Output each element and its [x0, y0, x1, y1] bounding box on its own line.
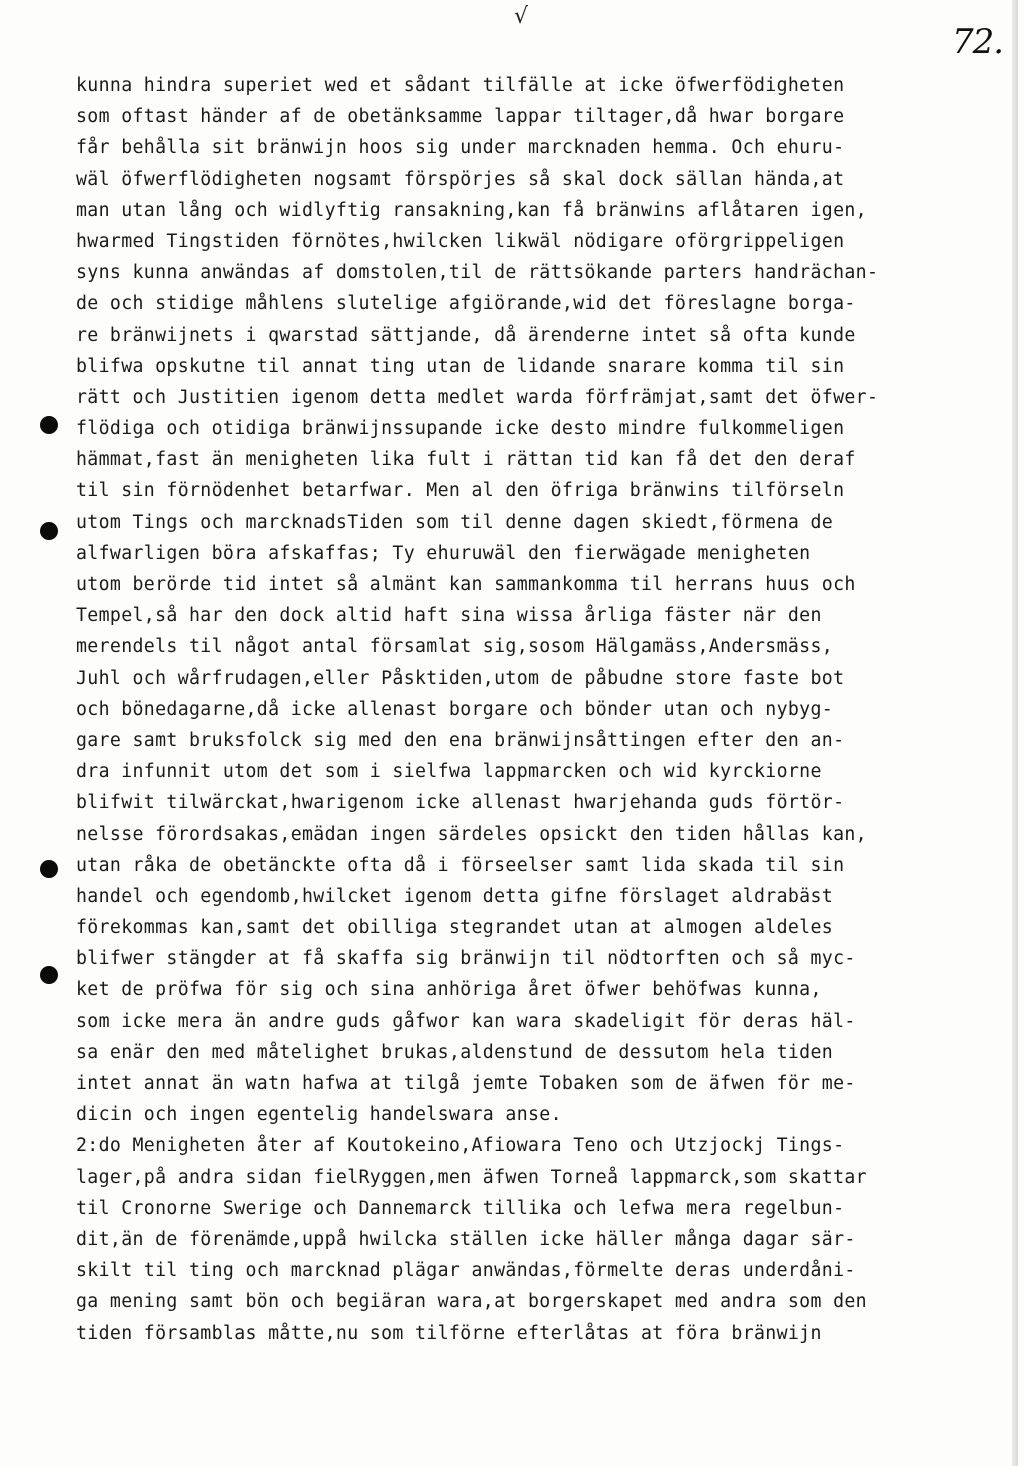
text-line: hwarmed Tingstiden förnötes,hwilcken likwäl nödigare oförgrippeligen [76, 230, 845, 252]
page-edge-shadow [1012, 0, 1018, 1466]
text-line: rätt och Justitien igenom detta medlet warda förfrämjat,samt det öfwer- [76, 386, 879, 408]
text-line: intet annat än watn hafwa at tilgå jemte Tobaken som de äfwen för me- [76, 1073, 856, 1094]
text-line: kunna hindra superiet wed et sådant tilfälle at icke öfwerfödigheten [76, 75, 845, 96]
text-line: tiden församblas måtte,nu som tilförne efterlåtas at föra bränwijn [76, 1322, 822, 1344]
text-line: flödiga och otidiga bränwijnssupande icke desto mindre fulkommeligen [76, 418, 845, 440]
text-line: wäl öfwerflödigheten nogsamt förspörjes så skal dock sällan hända,at [76, 168, 845, 190]
text-line: förekommas kan,samt det obilliga stegrandet utan at almogen aldeles [76, 917, 834, 939]
text-line: får behålla sit bränwijn hoos sig under marcknaden hemma. Och ehuru- [76, 137, 845, 159]
text-line: blifwit tilwärckat,hwarigenom icke allenast hwarjehanda guds förtör- [76, 792, 845, 814]
text-line: Tempel,så har den dock altid haft sina wissa årliga fäster när den [76, 605, 822, 627]
text-line: 2:do Menigheten åter af Koutokeino,Afiowara Teno och Utzjockj Tings- [76, 1135, 845, 1157]
text-line: sa enär den med måtelighet brukas,aldenstund de dessutom hela tiden [76, 1041, 834, 1063]
text-line: dra infunnit utom det som i sielfwa lappmarcken och wid kyrckiorne [76, 761, 822, 783]
text-line: lager,på andra sidan fielRyggen,men äfwen Torneå lappmarck,som skattar [76, 1166, 867, 1188]
text-line: och bönedagarne,då icke allenast borgare och bönder utan och nybyg- [76, 698, 834, 720]
text-line: dicin och ingen egentelig handelswara anse. [76, 1104, 562, 1126]
text-line: til sin förnödenhet betarfwar. Men al den öfriga bränwins tilförseln [76, 480, 845, 502]
text-line: hämmat,fast än menigheten lika fult i rättan tid kan få det den deraf [76, 449, 856, 471]
text-line: utom Tings och marcknadsTiden som til denne dagen skiedt,förmena de [76, 511, 834, 533]
punch-hole-mark [40, 522, 58, 540]
text-line: dit,än de förenämde,uppå hwilcka ställen icke häller många dagar sär- [76, 1228, 856, 1250]
text-line: Juhl och wårfrudagen,eller Påsktiden,utom de påbudne store faste bot [76, 667, 845, 689]
text-line: nelsse förordsakas,emädan ingen särdeles opsickt den tiden hållas kan, [76, 823, 867, 845]
text-line: til Cronorne Swerige och Dannemarck tillika och lefwa mera regelbun- [76, 1197, 845, 1219]
text-line: re bränwijnets i qwarstad sättjande, då ärenderne intet så ofta kunde [76, 324, 856, 346]
punch-hole-mark [40, 966, 58, 984]
text-line: utan råka de obetänckte ofta då i förseelser samt lida skada til sin [76, 854, 845, 876]
punch-hole-mark [40, 416, 58, 434]
text-line: som oftast händer af de obetänksamme lappar tiltager,då hwar borgare [76, 106, 845, 128]
text-line: handel och egendomb,hwilcket igenom detta gifne förslaget aldrabäst [76, 885, 834, 907]
text-line: blifwer stängder at få skaffa sig bränwijn til nödtorften och så myc- [76, 948, 856, 970]
punch-hole-mark [40, 860, 58, 878]
text-line: blifwa opskutne til annat ting utan de lidande snarare komma til sin [76, 355, 845, 377]
page-number: 72. [952, 22, 1004, 62]
text-line: alfwarligen böra afskaffas; Ty ehuruwäl den fierwägade menigheten [76, 542, 811, 564]
text-line: syns kunna anwändas af domstolen,til de rättsökande parters handrächan- [76, 262, 879, 284]
typed-text-body [76, 70, 976, 1349]
text-line: merendels til något antal församlat sig,sosom Hälgamäss,Andersmäss, [76, 636, 834, 658]
text-line: som icke mera än andre guds gåfwor kan wara skadeligit för deras häl- [76, 1010, 856, 1032]
text-line: ga mening samt bön och begiäran wara,at borgerskapet med andra som den [76, 1291, 867, 1313]
text-line: de och stidige måhlens slutelige afgiörande,wid det föreslagne borga- [76, 293, 856, 315]
text-line: gare samt bruksfolck sig med den ena bränwijnsåttingen efter den an- [76, 729, 845, 751]
check-mark: √ [514, 4, 529, 29]
text-line: skilt til ting och marcknad plägar anwändas,förmelte deras underdåni- [76, 1260, 856, 1282]
text-line: utom berörde tid intet så almänt kan sammankomma til herrans huus och [76, 574, 856, 595]
text-line: ket de pröfwa för sig och sina anhöriga året öfwer behöfwas kunna, [76, 979, 822, 1001]
text-line: man utan lång och widlyftig ransakning,kan få bränwins aflåtaren igen, [76, 199, 867, 221]
